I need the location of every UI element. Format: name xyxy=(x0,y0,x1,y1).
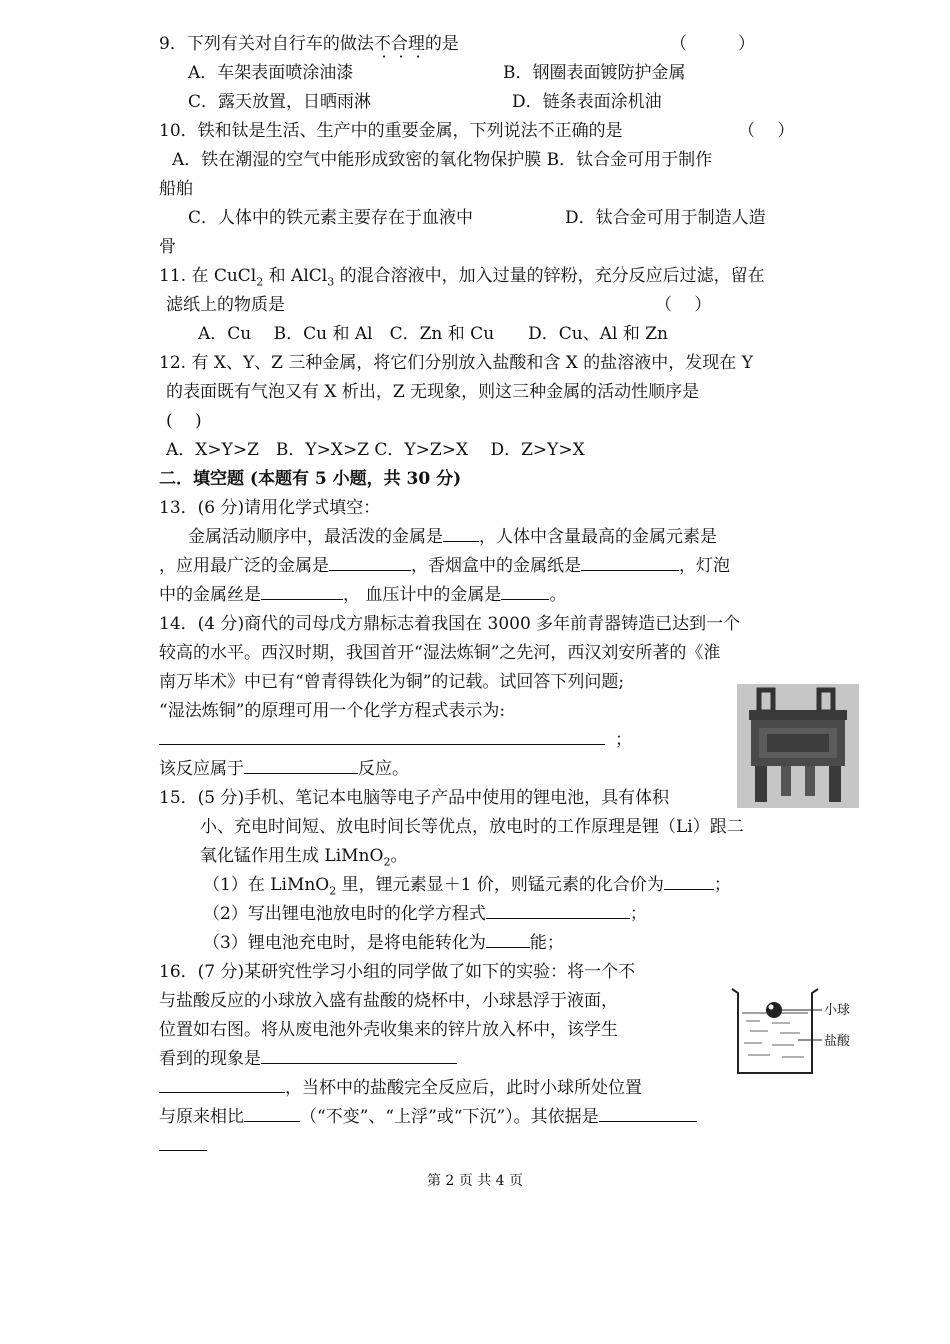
q16-line3: 位置如右图。将从废电池外壳收集来的锌片放入杯中，该学生 xyxy=(159,1020,618,1040)
q16-line1: 16．(7 分)某研究性学习小组的同学做了如下的实验：将一个不 xyxy=(159,962,636,982)
q14-line5: ； xyxy=(159,729,632,751)
answer-blank[interactable] xyxy=(244,1106,300,1122)
q10-option-d: D．钛合金可用于制造人造 xyxy=(565,208,766,228)
q9-option-b: B．钢圈表面镀防护金属 xyxy=(503,63,686,83)
q9-answer-paren: （ ） xyxy=(670,34,755,54)
q11-stem: 11. 在 CuCl$_2$ 和 AlCl$_3$ 的混合溶液中，加入过量的锌粉，充分反应后过滤，留在 xyxy=(159,266,765,289)
q12-line1: 12. 有 X、Y、Z 三种金属，将它们分别放入盐酸和含 X 的盐溶液中，发现在 Y xyxy=(159,353,753,373)
q13-heading: 13．(6 分)请用化学式填空： xyxy=(159,498,381,518)
q15-sub2: （2）写出锂电池放电时的化学方程式 ； xyxy=(203,904,647,924)
q10-line5: 骨 xyxy=(159,237,176,257)
q9-option-a: A．车架表面喷涂油漆 xyxy=(188,63,354,83)
q9-option-d: D．链条表面涂机油 xyxy=(512,92,662,112)
q15-line3: 氧化锰作用生成 LiMnO$_2$。 xyxy=(200,846,408,869)
q12-line2: 的表面既有气泡又有 X 析出，Z 无现象，则这三种金属的活动性顺序是 xyxy=(166,382,700,402)
q14-line2: 较高的水平。西汉时期，我国首开“湿法炼铜”之先河，西汉刘安所著的《淮 xyxy=(159,643,721,663)
q11-options: A．Cu B．Cu 和 Al C．Zn 和 Cu D．Cu、Al 和 Zn xyxy=(198,324,669,344)
label-acid: 盐酸 xyxy=(824,1034,851,1049)
q13-line1: 金属活动顺序中，最活泼的金属是 ，人体中含量最高的金属元素是 xyxy=(188,527,717,547)
answer-blank[interactable] xyxy=(159,1135,207,1151)
answer-blank[interactable] xyxy=(443,526,479,542)
answer-blank[interactable] xyxy=(486,932,530,948)
q16-line6: 与原来相比 （“不变”、“上浮”或“下沉”）。其依据是 xyxy=(159,1106,697,1128)
answer-blank[interactable] xyxy=(486,903,630,919)
q16-line4: 看到的现象是 xyxy=(159,1048,457,1070)
q11-answer-paren: （ ） xyxy=(655,295,712,315)
q15-line1: 15．(5 分)手机、笔记本电脑等电子产品中使用的锂电池，具有体积 xyxy=(159,788,670,808)
q10-stem: 10．铁和钛是生活、生产中的重要金属，下列说法不正确的是 xyxy=(159,121,623,141)
q14-line1: 14．(4 分)商代的司母戊方鼎标志着我国在 3000 多年前青器铸造已达到一个 xyxy=(159,614,741,634)
answer-blank[interactable] xyxy=(244,758,358,774)
answer-blank[interactable] xyxy=(501,584,549,600)
q13-line2: ，应用最广泛的金属是 ，香烟盒中的金属纸是 ，灯泡 xyxy=(159,556,730,576)
q10-answer-paren: （ ） xyxy=(738,121,795,141)
q10-line3: 船舶 xyxy=(159,179,193,199)
bronze-ding-photo xyxy=(737,684,859,808)
page-footer: 第 2 页 共 4 页 xyxy=(426,1173,524,1189)
section-heading: 二．填空题 (本题有 5 小题，共 30 分) xyxy=(159,469,462,489)
answer-blank[interactable] xyxy=(329,555,411,571)
q10-option-c: C．人体中的铁元素主要存在于血液中 xyxy=(188,208,474,228)
q15-line2: 小、充电时间短、放电时间长等优点，放电时的工作原理是锂（Li）跟二 xyxy=(200,817,744,837)
answer-blank[interactable] xyxy=(664,874,714,890)
answer-blank[interactable] xyxy=(599,1106,697,1122)
q13-line3: 中的金属丝是 ， 血压计中的金属是 。 xyxy=(159,585,567,605)
q14-line6: 该反应属于 反应。 xyxy=(159,759,409,779)
answer-blank[interactable] xyxy=(581,555,679,571)
q11-line2: 滤纸上的物质是 xyxy=(166,295,285,315)
q15-sub3: （3）锂电池充电时，是将电能转化为 能； xyxy=(203,933,564,953)
q12-answer-paren: ( ) xyxy=(166,411,202,431)
answer-blank[interactable] xyxy=(261,584,343,600)
answer-blank[interactable] xyxy=(159,729,605,745)
q16-line2: 与盐酸反应的小球放入盛有盐酸的烧杯中，小球悬浮于液面， xyxy=(159,991,618,1011)
q16-line5: ，当杯中的盐酸完全反应后，此时小球所处位置 xyxy=(159,1077,642,1099)
answer-blank[interactable] xyxy=(261,1048,457,1064)
q15-sub1: （1）在 LiMnO$_2$ 里，锂元素显＋1 价，则锰元素的化合价为 ； xyxy=(203,875,731,898)
label-ball: 小球 xyxy=(824,1003,851,1018)
q12-options: A．X>Y>Z B．Y>X>Z C．Y>Z>X D．Z>Y>X xyxy=(166,440,585,460)
q10-line2: A．铁在潮湿的空气中能形成致密的氧化物保护膜 B．钛合金可用于制作 xyxy=(172,150,713,170)
q9-stem: 9．下列有关对自行车的做法不合理的是 xyxy=(159,34,459,54)
q14-line3: 南万毕术》中已有“曾青得铁化为铜”的记载。试回答下列问题; xyxy=(159,672,625,692)
answer-blank[interactable] xyxy=(159,1077,285,1093)
q14-line4: “湿法炼铜”的原理可用一个化学方程式表示为: xyxy=(159,701,506,721)
q9-option-c: C．露天放置，日晒雨淋 xyxy=(188,92,372,112)
q16-line7 xyxy=(159,1135,207,1157)
